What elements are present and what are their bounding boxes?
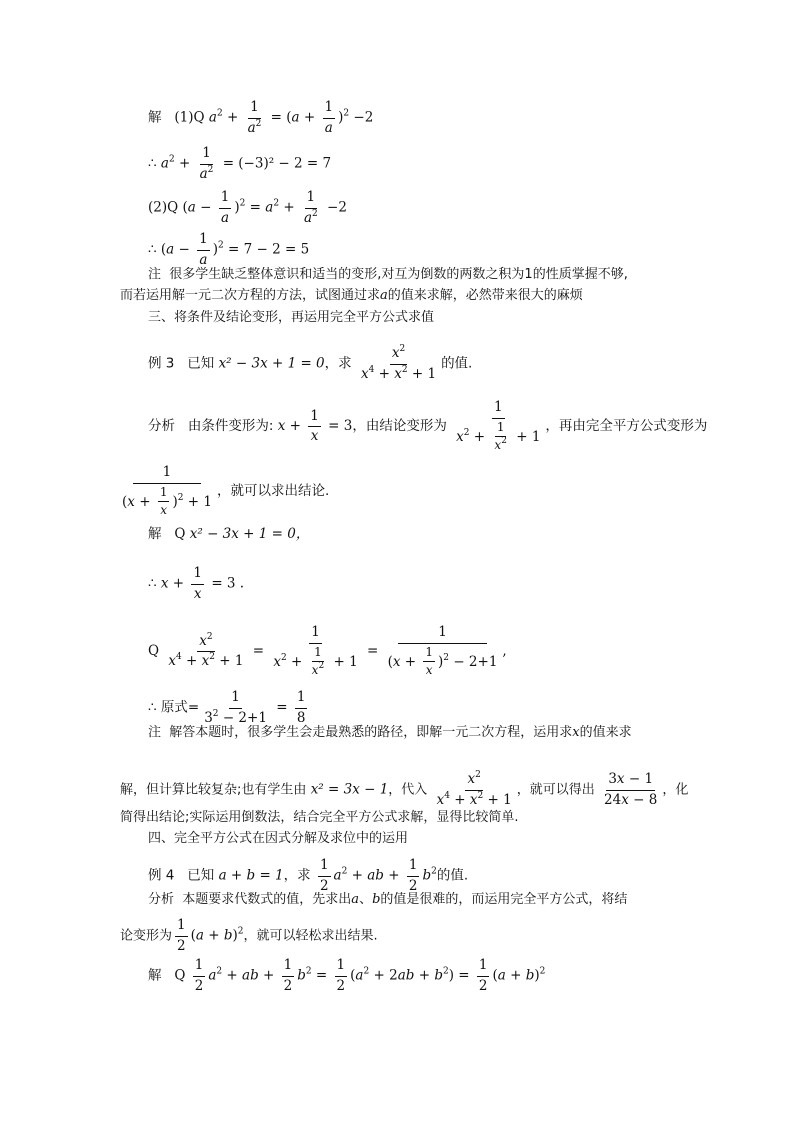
fraction: 1 (x + $\frac{1}{x}$ )$^2$ + 1	[122, 464, 212, 518]
therefore-symbol: ∴	[148, 699, 157, 716]
example4-line: 例 4 已知 a + b = 1，求 $\frac{1}{2}$ $a^2$ + ab + $\frac{1}{2}$ $b^2$的值.	[148, 857, 469, 894]
analysis-label: 分析	[148, 892, 175, 907]
note2-line2	[120, 772, 688, 808]
fraction: 1 (x + $\frac{1}{x}$ )$^2$ − 2+1	[387, 624, 498, 678]
note1-text-a: 很多学生缺乏整体意识和适当的变形,对互为倒数的两数之积为	[169, 267, 525, 282]
solution-part2-line: (2)Q (a − $\frac{1}{a}$ )$^2 = a^2$ + $\frac{1}{a^2}$ −2	[148, 189, 347, 226]
note2-line2-c: ，就可以得出	[516, 782, 595, 798]
part1-result-tail: = (−3)² − 2 = 7	[222, 155, 332, 172]
analysis3-text-c: ，再由完全平方公式变形为	[545, 418, 708, 435]
fraction: $\frac{1}{a}$	[199, 231, 208, 268]
analysis4-text-d: b	[372, 892, 381, 907]
example3-equation: x² − 3x + 1 = 0	[218, 355, 325, 372]
original-expression-label: 原式=	[160, 699, 200, 716]
fraction: $\frac{1}{a}$	[220, 189, 230, 226]
fraction: $\frac{1}{x}$	[193, 565, 203, 602]
note1-line2-b: a	[380, 288, 388, 303]
analysis4-line1	[148, 893, 627, 906]
note2-line1	[148, 726, 632, 739]
because-symbol: Q	[193, 109, 205, 126]
fraction: $\frac{1}{a^2}$	[247, 99, 262, 136]
note2-line2-d: ，化	[662, 782, 689, 798]
analysis4-text-e: 的值是很难的，而运用完全平方公式，将结	[380, 892, 628, 907]
analysis3-line2	[120, 465, 329, 518]
solution-part2-result: ∴ (a − $\frac{1}{a}$ )$^2$ = 7 − 2 = 5	[148, 231, 310, 268]
solution3-line2-tail: = 3 .	[211, 575, 245, 592]
analysis4-line2-a: 论变形为	[120, 928, 173, 944]
note-label: 注	[148, 725, 162, 740]
fraction: $\frac{1}{a^2}$	[199, 145, 214, 182]
fraction: $\frac{1}{2}$	[194, 957, 204, 994]
fraction: $\frac{x^2}{x^4 + x^2 + 1}$	[436, 770, 512, 808]
note2-line2-b: ，代入	[388, 782, 428, 798]
because-symbol: Q	[174, 526, 186, 542]
therefore-symbol: ∴	[148, 241, 157, 258]
example4-text-b: ，求	[283, 867, 311, 884]
solution3-line3: Q $\frac{x^2}{x^4 + x^2 + 1}$ = 1 $x^2$ + $\frac{1}{x^2}$ + 1 = 1 (x + $\frac{1}{x}$ )$^2$ − 2+1 ,	[148, 624, 507, 678]
therefore-symbol: ∴	[148, 575, 157, 592]
fraction: $\frac{1}{2}$	[408, 857, 418, 894]
note2-line2-a: 解，但计算比较复杂;也有学生由	[120, 782, 307, 798]
part2-result-tail: = 7 − 2 = 5	[228, 241, 310, 258]
example4-text-c: 的值.	[436, 867, 469, 884]
fraction: $\frac{1}{2}$	[319, 857, 329, 894]
example3-label: 例 3	[148, 355, 175, 372]
because-symbol: Q	[174, 967, 186, 984]
fraction: $\frac{1}{2}$	[336, 957, 346, 994]
because-symbol: Q	[167, 199, 179, 216]
fraction: 1 $x^2$ + $\frac{1}{x^2}$ + 1	[456, 399, 541, 453]
solution-part1-result: ∴ $a^2$ + $\frac{1}{a^2}$ = (−3)² − 2 = 7	[148, 145, 332, 182]
solution3-line2: ∴ x + $\frac{1}{x}$ = 3 .	[148, 565, 245, 602]
fraction: $\frac{1}{2}$	[283, 957, 293, 994]
analysis4-line2: 论变形为 $\frac{1}{2}$ $(a + b)^2$，就可以轻松求出结果.	[120, 917, 378, 954]
section4-heading: 四、完全平方公式在因式分解及求位中的运用	[148, 831, 409, 846]
example4-equation: a + b = 1	[218, 867, 284, 884]
note2-text-c: 的值来求	[579, 725, 632, 740]
solution4-line: 解 Q $\frac{1}{2}$ $a^2$ + ab + $\frac{1}{2}$ $b^2$ = $\frac{1}{2}$ $(a^2 + 2ab + b^2)$ = $\frac{1}{2}$ $(a + b)^2$	[148, 957, 546, 994]
section3-heading: 三、将条件及结论变形，再运用完全平方公式求值	[148, 310, 435, 325]
note1-text-b: 1	[524, 267, 533, 282]
solution-label: 解	[148, 526, 162, 542]
because-symbol: Q	[148, 643, 160, 660]
note1-line2	[120, 289, 583, 302]
part2-tail: −2	[327, 199, 347, 216]
note-label: 注	[148, 267, 162, 282]
solution3-line1	[148, 528, 309, 542]
note2-line2-equation: x² = 3x − 1	[310, 781, 389, 798]
example3-text-a: 已知	[187, 355, 215, 372]
part2-prefix: (2)	[148, 199, 168, 216]
example3-text-c: 的值.	[441, 355, 473, 372]
fraction: $\frac{1}{a^2}$	[303, 189, 318, 226]
solution-label: 解	[148, 109, 162, 126]
analysis4-text-c: 、	[359, 892, 373, 907]
therefore-symbol: ∴	[148, 155, 157, 172]
analysis-label: 分析	[148, 418, 175, 435]
solution3-line4: ∴ 原式= $\frac{1}{3^2 - 2+1}$ = $\frac{1}{8}$	[148, 689, 306, 726]
note1-line1	[148, 268, 628, 281]
fraction: $\frac{x^2}{x^4 + x^2 + 1}$	[168, 631, 244, 670]
fraction: $\frac{1}{3^2 - 2+1}$	[204, 689, 267, 726]
analysis4-text-a: 本题要求代数式的值，先求出	[182, 892, 352, 907]
fraction: $\frac{1}{a}$	[324, 99, 334, 136]
analysis3-text-b: ，由结论变形为	[352, 418, 447, 435]
solution-label: 解	[148, 967, 162, 984]
fraction: $\frac{1}{8}$	[296, 689, 306, 726]
fraction: $\frac{1}{x}$	[310, 407, 319, 445]
note2-text-a: 解答本题时，很多学生会走最熟悉的路径，即解一元二次方程，运用求	[169, 725, 573, 740]
example3-text-b: ，求	[324, 355, 352, 372]
example4-text-a: 已知	[187, 867, 215, 884]
note1-line2-a: 而若运用解一元二次方程的方法，试图通过求	[120, 288, 381, 303]
part1-prefix: (1)	[174, 109, 194, 126]
analysis3-text-d: ，就可以求出结论.	[216, 483, 330, 500]
note1-text-c: 的性质掌握不够,	[532, 267, 628, 282]
fraction: $\frac{1}{2}$	[478, 957, 488, 994]
fraction: $\frac{3x - 1}{24x - 8}$	[604, 771, 658, 808]
solution3-equation: x² − 3x + 1 = 0，	[189, 526, 310, 542]
note1-line2-c: 的值来求解，必然带来很大的麻烦	[387, 288, 583, 303]
fraction: 1 $x^2$ + $\frac{1}{x^2}$ + 1	[273, 624, 358, 678]
part1-tail: −2	[353, 109, 374, 126]
note2-text-b: x	[572, 725, 580, 740]
analysis3-text-a: 由条件变形为:	[187, 418, 274, 435]
solution-part1-line: 解 (1)Q $a^2$ + $\frac{1}{a^2}$ = (a + $\frac{1}{a}$ )$^2$ −2	[148, 99, 374, 136]
example3-line	[148, 346, 472, 382]
analysis4-line2-b: ，就可以轻松求出结果.	[243, 928, 378, 944]
example4-label: 例 4	[148, 867, 175, 884]
analysis4-text-b: a	[351, 892, 360, 907]
analysis3-line: 分析 由条件变形为: x + $\frac{1}{x}$ = 3，由结论变形为 1 $x^2$ + $\frac{1}{x^2}$ + 1 ，再由完全平方公式变形为	[148, 399, 708, 453]
fraction: $\frac{1}{2}$	[177, 917, 186, 954]
note2-line3: 简得出结论;实际运用倒数法，结合完全平方公式求解，显得比较简单.	[120, 810, 519, 825]
fraction: $\frac{x^2}{x^4 + x^2 + 1}$	[360, 344, 437, 382]
